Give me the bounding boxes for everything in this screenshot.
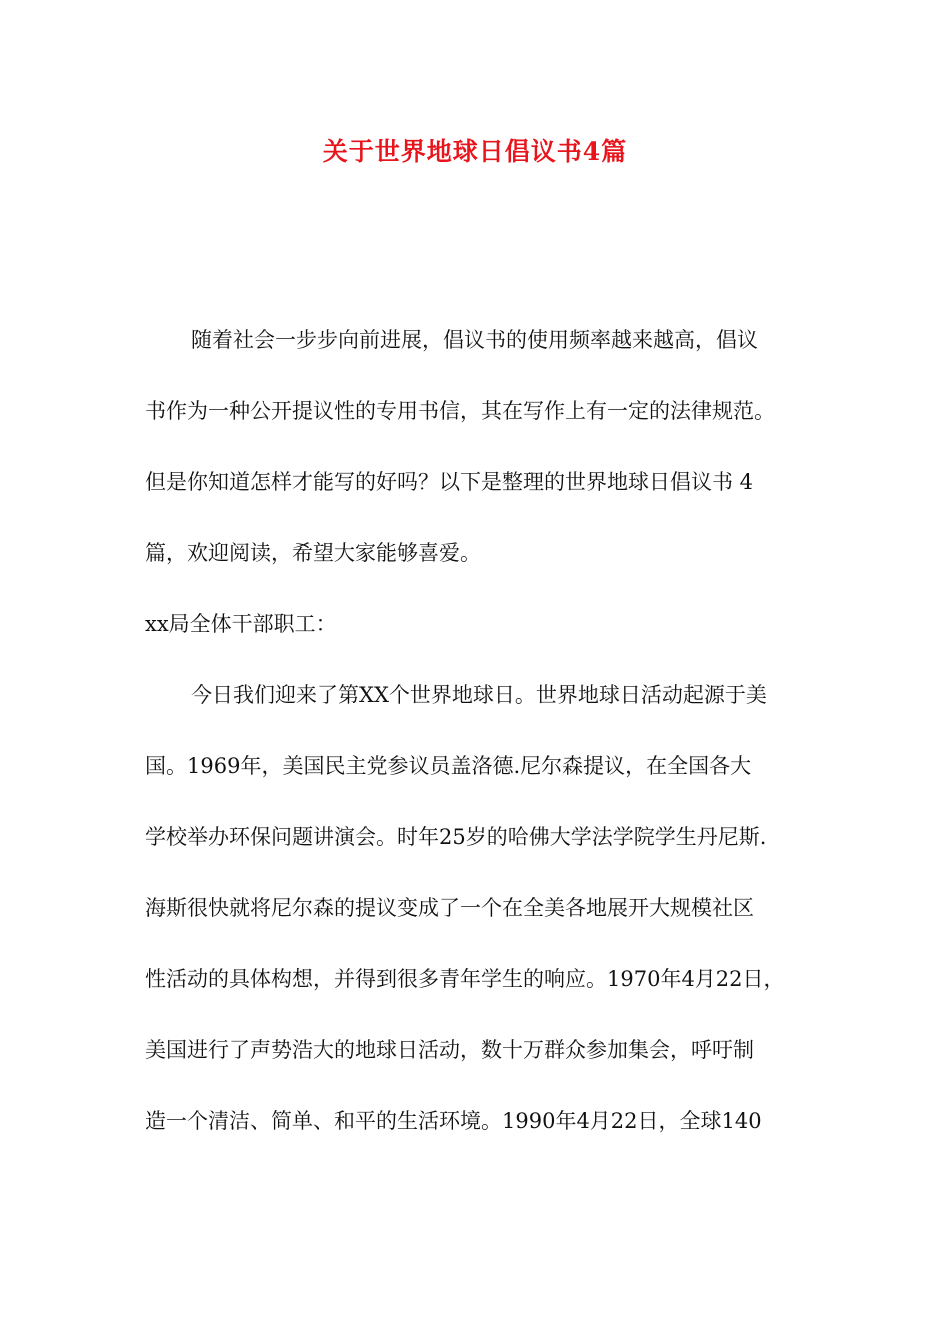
paragraph-line: 美国进行了声势浩大的地球日活动，数十万群众参加集会，呼吁制 [145, 1038, 754, 1062]
salutation-line: xx局全体干部职工： [145, 612, 337, 636]
paragraph-line: 国。1969年，美国民主党参议员盖洛德.尼尔森提议，在全国各大 [145, 754, 752, 778]
paragraph-line: 随着社会一步步向前进展，倡议书的使用频率越来越高，倡议 [191, 328, 758, 352]
document-title: 关于世界地球日倡议书4篇 [322, 137, 628, 166]
paragraph-line: 篇，欢迎阅读，希望大家能够喜爱。 [145, 541, 481, 565]
paragraph-line: 学校举办环保问题讲演会。时年25岁的哈佛大学法学院学生丹尼斯. [145, 825, 767, 849]
paragraph-line: 但是你知道怎样才能写的好吗？以下是整理的世界地球日倡议书 4 [145, 470, 754, 494]
paragraph-line: 海斯很快就将尼尔森的提议变成了一个在全美各地展开大规模社区 [145, 896, 754, 920]
paragraph-line: 书作为一种公开提议性的专用书信，其在写作上有一定的法律规范。 [145, 399, 775, 423]
paragraph-line: 造一个清洁、简单、和平的生活环境。1990年4月22日，全球140 [145, 1109, 762, 1133]
paragraph-line: 今日我们迎来了第XX个世界地球日。世界地球日活动起源于美 [191, 683, 767, 707]
paragraph-line: 性活动的具体构想，并得到很多青年学生的响应。1970年4月22日， [145, 967, 785, 991]
